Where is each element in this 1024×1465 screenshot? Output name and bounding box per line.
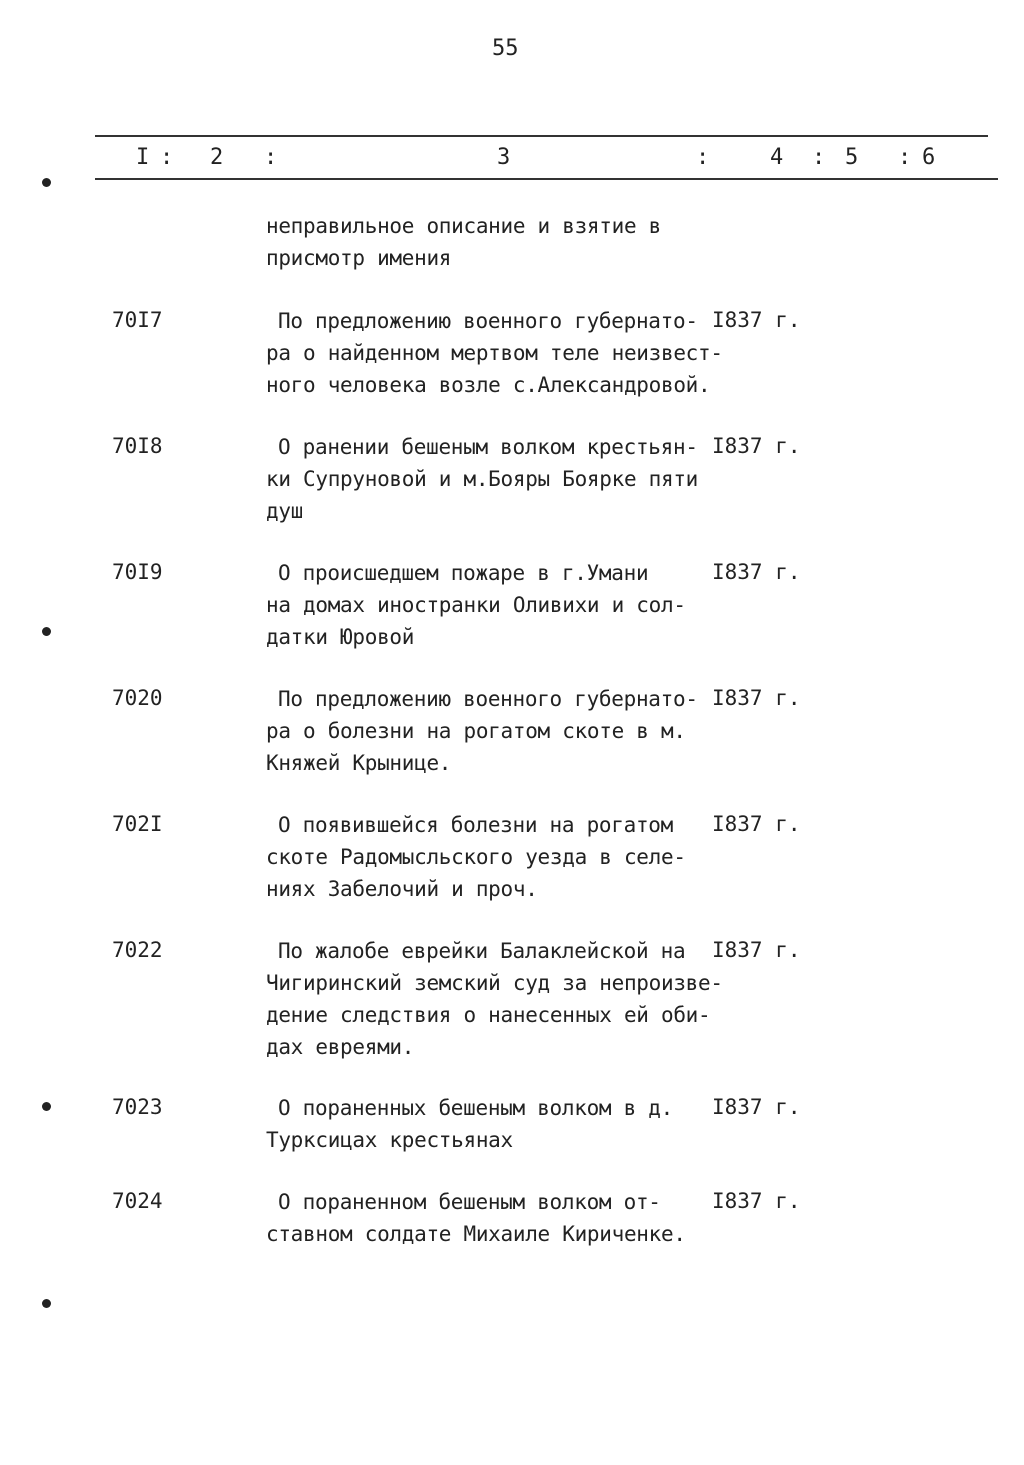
column-1-header: I bbox=[136, 145, 150, 170]
item-year: I837 г. bbox=[712, 1095, 801, 1119]
column-separator: : bbox=[160, 145, 174, 170]
text-line: По предложению военного губернато- bbox=[278, 687, 698, 711]
column-2-header: 2 bbox=[210, 145, 224, 170]
column-4-header: 4 bbox=[770, 145, 784, 170]
item-year: I837 г. bbox=[712, 434, 801, 458]
item-number: 70I8 bbox=[112, 434, 163, 458]
text-line: дение следствия о нанесенных ей оби- bbox=[266, 1003, 711, 1027]
binding-hole bbox=[42, 1102, 51, 1111]
text-line: скоте Радомысльского уезда в селе- bbox=[266, 845, 686, 869]
item-number: 702I bbox=[112, 812, 163, 836]
table-header-bottom-rule bbox=[95, 178, 998, 180]
item-number: 70I7 bbox=[112, 308, 163, 332]
binding-hole bbox=[42, 178, 51, 187]
column-separator: : bbox=[812, 145, 826, 170]
column-5-header: 5 bbox=[845, 145, 859, 170]
text-line: ного человека возле с.Александровой. bbox=[266, 373, 711, 397]
column-separator: : bbox=[696, 145, 710, 170]
text-line: По жалобе еврейки Балаклейской на bbox=[278, 939, 686, 963]
text-line: ставном солдате Михаиле Кириченке. bbox=[266, 1222, 686, 1246]
text-line: на домах иностранки Оливихи и сол- bbox=[266, 593, 686, 617]
item-number: 70I9 bbox=[112, 560, 163, 584]
text-line: Турксицах крестьянах bbox=[266, 1128, 513, 1152]
text-line: присмотр имения bbox=[266, 246, 452, 270]
column-3-header: 3 bbox=[497, 145, 511, 170]
item-number: 7023 bbox=[112, 1095, 163, 1119]
text-line: душ bbox=[266, 499, 304, 523]
column-6-header: 6 bbox=[922, 145, 936, 170]
item-year: I837 г. bbox=[712, 812, 801, 836]
text-line: датки Юровой bbox=[266, 625, 415, 649]
binding-hole bbox=[42, 1299, 51, 1308]
text-line: По предложению военного губернато- bbox=[278, 309, 698, 333]
text-line: О происшедшем пожаре в г.Умани bbox=[278, 561, 649, 585]
item-year: I837 г. bbox=[712, 308, 801, 332]
text-line: О появившейся болезни на рогатом bbox=[278, 813, 673, 837]
binding-hole bbox=[42, 627, 51, 636]
item-year: I837 г. bbox=[712, 938, 801, 962]
column-separator: : bbox=[264, 145, 278, 170]
item-year: I837 г. bbox=[712, 560, 801, 584]
text-line: Княжей Крынице. bbox=[266, 751, 452, 775]
item-number: 7020 bbox=[112, 686, 163, 710]
text-line: неправильное описание и взятие в bbox=[266, 214, 661, 238]
text-line: ниях Забелочий и проч. bbox=[266, 877, 538, 901]
text-line: дах евреями. bbox=[266, 1035, 415, 1059]
text-line: Чигиринский земский суд за непроизве- bbox=[266, 971, 723, 995]
text-line: О ранении бешеным волком крестьян- bbox=[278, 435, 698, 459]
page-number: 55 bbox=[492, 36, 519, 61]
text-line: ра о болезни на рогатом скоте в м. bbox=[266, 719, 686, 743]
text-line: О пораненном бешеным волком от- bbox=[278, 1190, 661, 1214]
item-number: 7024 bbox=[112, 1189, 163, 1213]
text-line: ки Супруновой и м.Бояры Боярке пяти bbox=[266, 467, 699, 491]
column-separator: : bbox=[898, 145, 912, 170]
table-header-top-rule bbox=[95, 135, 988, 137]
item-year: I837 г. bbox=[712, 1189, 801, 1213]
text-line: О пораненных бешеным волком в д. bbox=[278, 1096, 673, 1120]
text-line: ра о найденном мертвом теле неизвест- bbox=[266, 341, 723, 365]
item-year: I837 г. bbox=[712, 686, 801, 710]
item-number: 7022 bbox=[112, 938, 163, 962]
